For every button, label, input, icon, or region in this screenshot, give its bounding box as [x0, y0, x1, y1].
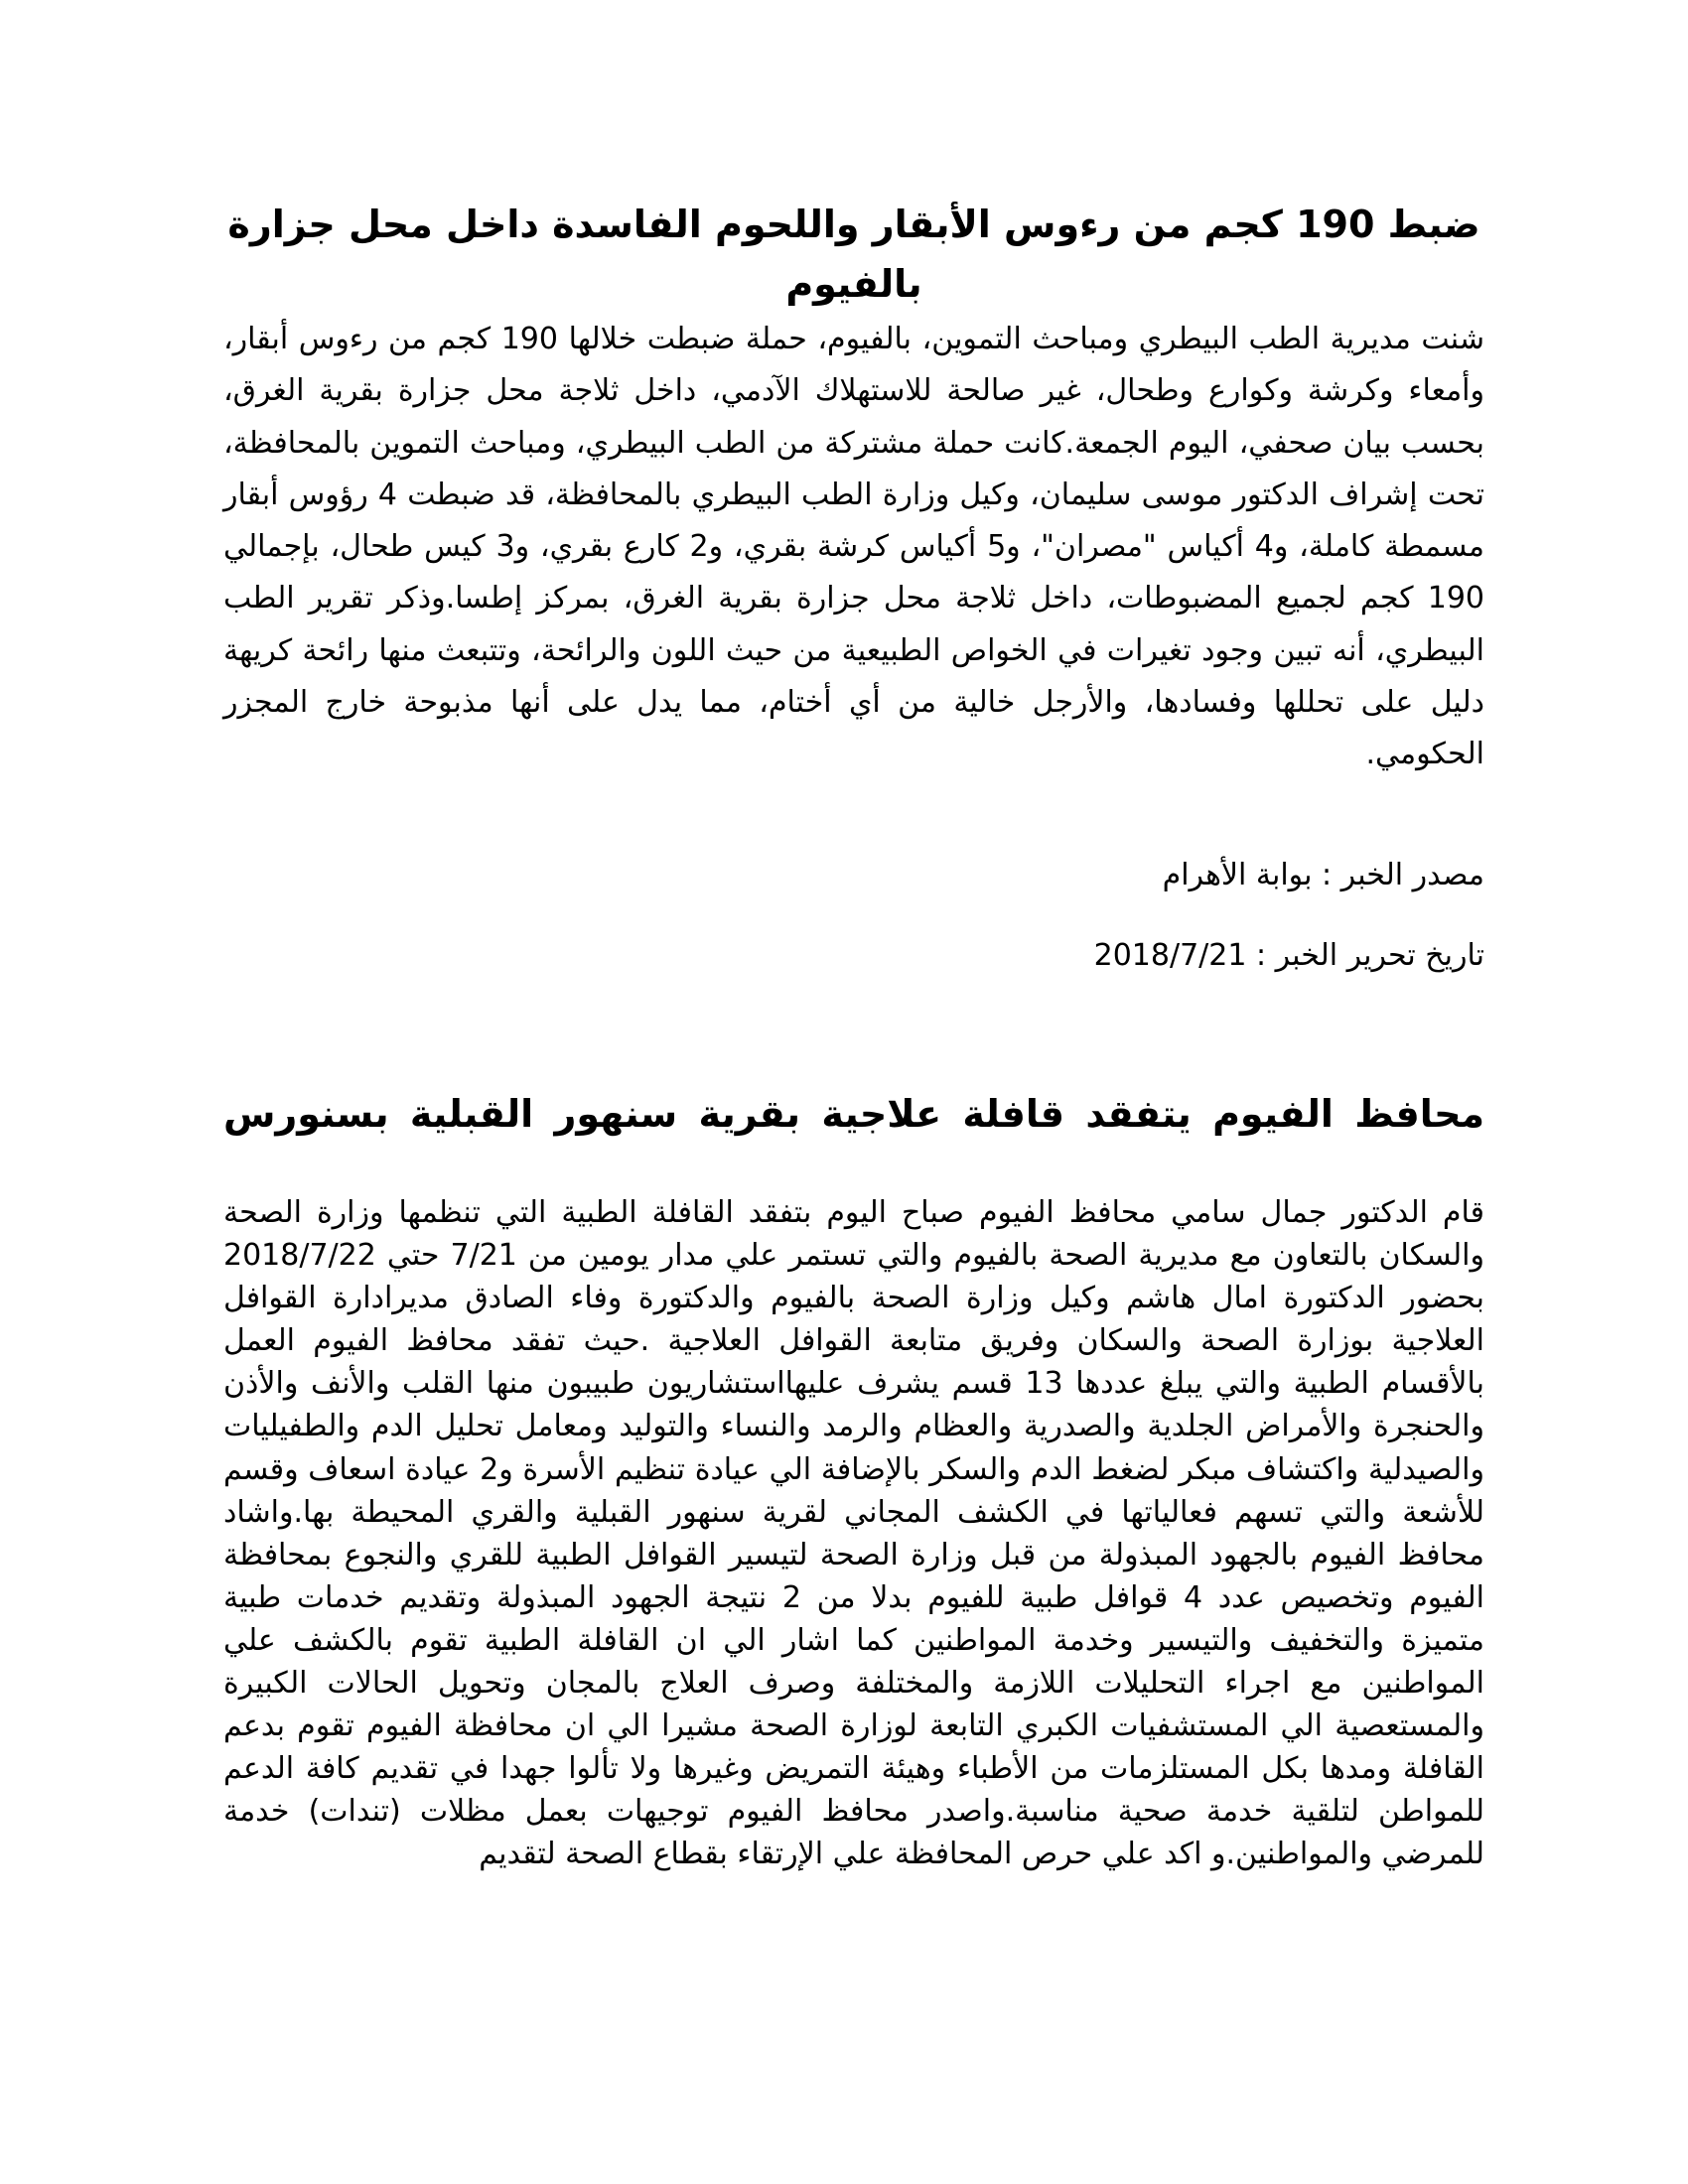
article1-body: شنت مديرية الطب البيطري ومباحث التموين، بالفيوم، حملة ضبطت خلالها 190 كجم من رءوس أبقار، وأمعاء وكرشة وكوارع وطحال، غير صالحة للاستهلاك الآدمي، داخل ثلاجة محل جزارة بقرية الغرق، بحسب بيان صحفي، اليوم الجمعة.كانت حملة مشتركة من الطب البيطري، ومباحث التموين بالمحافظة، تحت إشراف الدكتور موسى سليمان، وكيل وزارة الطب البيطري بالمحافظة، قد ضبطت 4 رؤوس أبقار مسمطة كاملة، و4 أكياس "مصران"، و5 أكياس كرشة بقري، و2 كارع بقري، و3 كيس طحال، بإجمالي 190 كجم لجميع المضبوطات، داخل ثلاجة محل جزارة بقرية الغرق، بمركز إطسا.وذكر تقرير الطب البيطري، أنه تبين وجود تغيرات في الخواص الطبيعية من حيث اللون والرائحة، وتتبعث منها رائحة كريهة دليل على تحللها وفسادها، والأرجل خالية من أي أختام، مما يدل على أنها مذبوحة خارج المجزر الحكومي.: [223, 322, 1485, 772]
article1-source: مصدر الخبر : بوابة الأهرام: [1162, 858, 1484, 892]
article2-body: قام الدكتور جمال سامي محافظ الفيوم صباح اليوم بتفقد القافلة الطبية التي تنظمها وزارة الصحة والسكان بالتعاون مع مديرية الصحة بالفيوم والتي تستمر علي مدار يومين من 7/21 حتي 2018/7/22 بحضور الدكتورة امال هاشم وكيل وزارة الصحة بالفيوم والدكتورة وفاء الصادق مديرادارة القوافل العلاجية بوزارة الصحة والسكان وفريق متابعة القوافل العلاجية .حيث تفقد محافظ الفيوم العمل بالأقسام الطبية والتي يبلغ عددها 13 قسم يشرف عليهااستشاريون طبيبون منها القلب والأنف والأذن والحنجرة والأمراض الجلدية والصدرية والعظام والرمد والنساء والتوليد ومعامل تحليل الدم والطفيليات والصيدلية واكتشاف مبكر لضغط الدم والسكر بالإضافة الي عيادة تنظيم الأسرة و2 عيادة اسعاف وقسم للأشعة والتي تسهم فعالياتها في الكشف المجاني لقرية سنهور القبلية والقري المحيطة بها.واشاد محافظ الفيوم بالجهود المبذولة من قبل وزارة الصحة لتيسير القوافل الطبية للقري والنجوع بمحافظة الفيوم وتخصيص عدد 4 قوافل طبية للفيوم بدلا من 2 نتيجة الجهود المبذولة وتقديم خدمات طبية متميزة والتخفيف والتيسير وخدمة المواطنين كما اشار الي ان القافلة الطبية تقوم بالكشف علي المواطنين مع اجراء التحليلات اللازمة والمختلفة وصرف العلاج بالمجان وتحويل الحالات الكبيرة والمستعصية الي المستشفيات الكبري التابعة لوزارة الصحة مشيرا الي ان محافظة الفيوم تقوم بدعم القافلة ومدها بكل المستلزمات من الأطباء وهيئة التمريض وغيرها ولا تألوا جهدا في تقديم كافة الدعم للمواطن لتلقية خدمة صحية مناسبة.واصدر محافظ الفيوم توجيهات بعمل مظلات (تندات) خدمة للمرضي والمواطنين.و اكد علي حرص المحافظة علي الإرتقاء بقطاع الصحة لتقديم: [223, 1195, 1484, 1872]
article1-date: تاريخ تحرير الخبر : 2018/7/21: [1093, 938, 1484, 973]
article2-title: محافظ الفيوم يتفقد قافلة علاجية بقرية سنهور القبلية بسنورس: [223, 1092, 1484, 1136]
article1-title: ضبط 190 كجم من رءوس الأبقار واللحوم الفاسدة داخل محل جزارة بالفيوم: [227, 203, 1480, 306]
